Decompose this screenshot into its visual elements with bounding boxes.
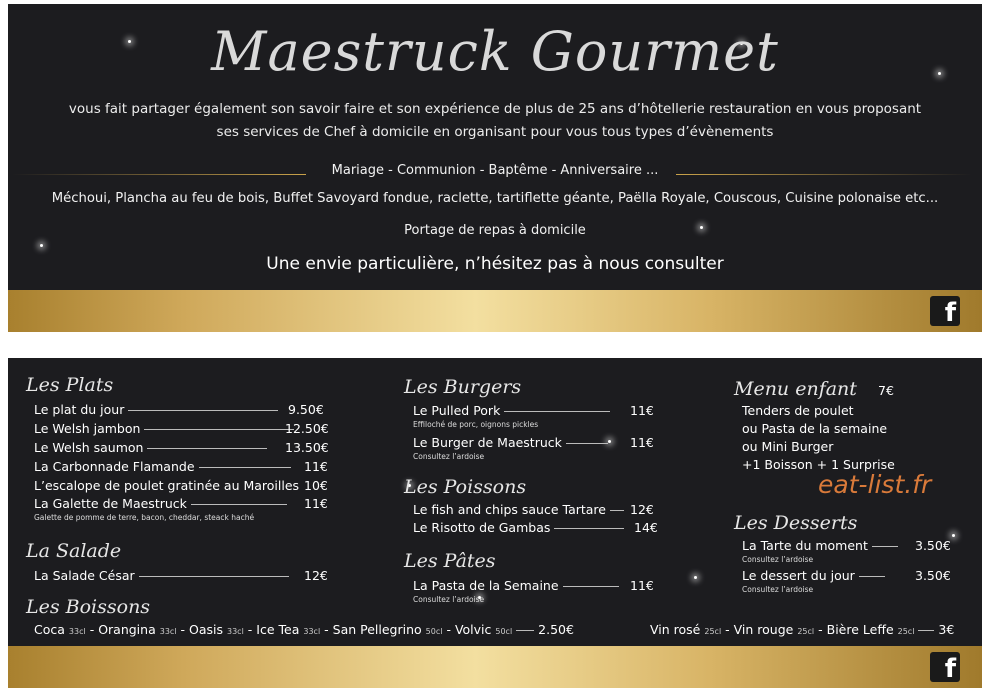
watermark: eat-list.fr [818,470,932,499]
menu-item-price: 11€ [304,496,328,511]
menu-item: L’escalope de poulet gratinée au Maroilles [34,478,300,493]
menu-item-price: 11€ [630,403,654,418]
menu-item-price: 12€ [304,568,328,583]
top-panel [8,4,982,332]
delivery-text: Portage de repas à domicile [404,223,586,238]
intro-text [48,98,942,144]
menu-item-price: 10€ [304,478,328,493]
sparkle [952,534,955,537]
section-heading-burgers: Les Burgers [404,376,522,398]
menu-item: Le Burger de Maestruck [413,435,612,450]
menu-item-note: Galette de pomme de terre, bacon, cheddar, steack haché [34,513,255,522]
menu-item: La Salade César [34,568,293,583]
section-heading-salade: La Salade [26,540,122,562]
section-heading-plats: Les Plats [26,374,114,396]
menu-item-price: 12€ [630,502,654,517]
menu-item: Le Welsh jambon [34,421,298,436]
menu-item-price: 13.50€ [285,440,329,455]
menu-item: Le plat du jour [34,402,282,417]
call-to-action: Une envie particulière, n’hésitez pas à nous consulter [266,254,724,274]
menu-item: Le Risotto de Gambas [413,520,628,535]
alcohol-drinks-line: Vin rosé 25cl - Vin rouge 25cl - Bière Leffe 25cl 3€ [650,622,955,637]
menu-item-price: 3.50€ [915,538,951,553]
sparkle [40,244,43,247]
menu-item-note: Consultez l’ardoise [742,555,814,564]
facebook-icon[interactable]: f [930,652,960,682]
soft-drinks-line: Coca 33cl - Orangina 33cl - Oasis 33cl - Ice Tea 33cl - San Pellegrino 50cl - Volvic 50cl 2.50€ [34,622,574,637]
intro-line: vous fait partager également son savoir faire et son expérience de plus de 25 ans d’hôtellerie restauration en vous proposant [68,101,922,117]
menu-item-note: Consultez l’ardoise [413,452,485,461]
menu-item-note: Effiloché de porc, oignons pickles [413,420,539,429]
menu-item: Le Pulled Pork [413,403,614,418]
menu-enfant-price: 7€ [878,383,894,398]
menu-item: La Galette de Maestruck [34,496,291,511]
menu-item: La Pasta de la Semaine [413,578,623,593]
menu-item-price: 11€ [630,578,654,593]
menu-item-price: 14€ [634,520,658,535]
gold-band [8,646,982,688]
specialties-list: Méchoui, Plancha au feu de bois, Buffet Savoyard fondue, raclette, tartiflette géante, Paëlla Royale, Couscous, Cuisine polonaise etc... [51,191,939,206]
page-title: Maestruck Gourmet [211,20,779,83]
intro-line: ses services de Chef à domicile en organisant pour vous tous types d’évènements [216,124,774,140]
menu-item: Le Welsh saumon [34,440,271,455]
menu-item: Le dessert du jour [742,568,889,583]
menu-item-note: Consultez l’ardoise [742,585,814,594]
sparkle [694,576,697,579]
menu-item-price: 11€ [630,435,654,450]
menu-item: Le fish and chips sauce Tartare [413,502,628,517]
section-heading-poissons: Les Poissons [404,476,527,498]
menu-enfant-line: ou Mini Burger [742,439,834,454]
section-heading-desserts: Les Desserts [734,512,858,534]
section-heading-pates: Les Pâtes [404,550,496,572]
menu-item: La Carbonnade Flamande [34,459,295,474]
menu-enfant-line: ou Pasta de la semaine [742,421,888,436]
menu-item-price: 3.50€ [915,568,951,583]
gold-band [8,290,982,332]
section-heading-enfant: Menu enfant [734,378,857,400]
menu-item-price: 9.50€ [288,402,324,417]
menu-item-price: 12.50€ [285,421,329,436]
menu-enfant-line: Tenders de poulet [742,403,854,418]
menu-item-note: Consultez l’ardoise [413,595,485,604]
section-heading-boissons: Les Boissons [26,596,151,618]
facebook-icon[interactable]: f [930,296,960,326]
menu-item-price: 11€ [304,459,328,474]
menu-enfant-line: +1 Boisson + 1 Surprise [742,457,895,472]
menu-item: La Tarte du moment [742,538,902,553]
menu-panel [8,358,982,688]
events-list: Mariage - Communion - Baptême - Anniversaire ... [331,163,659,178]
